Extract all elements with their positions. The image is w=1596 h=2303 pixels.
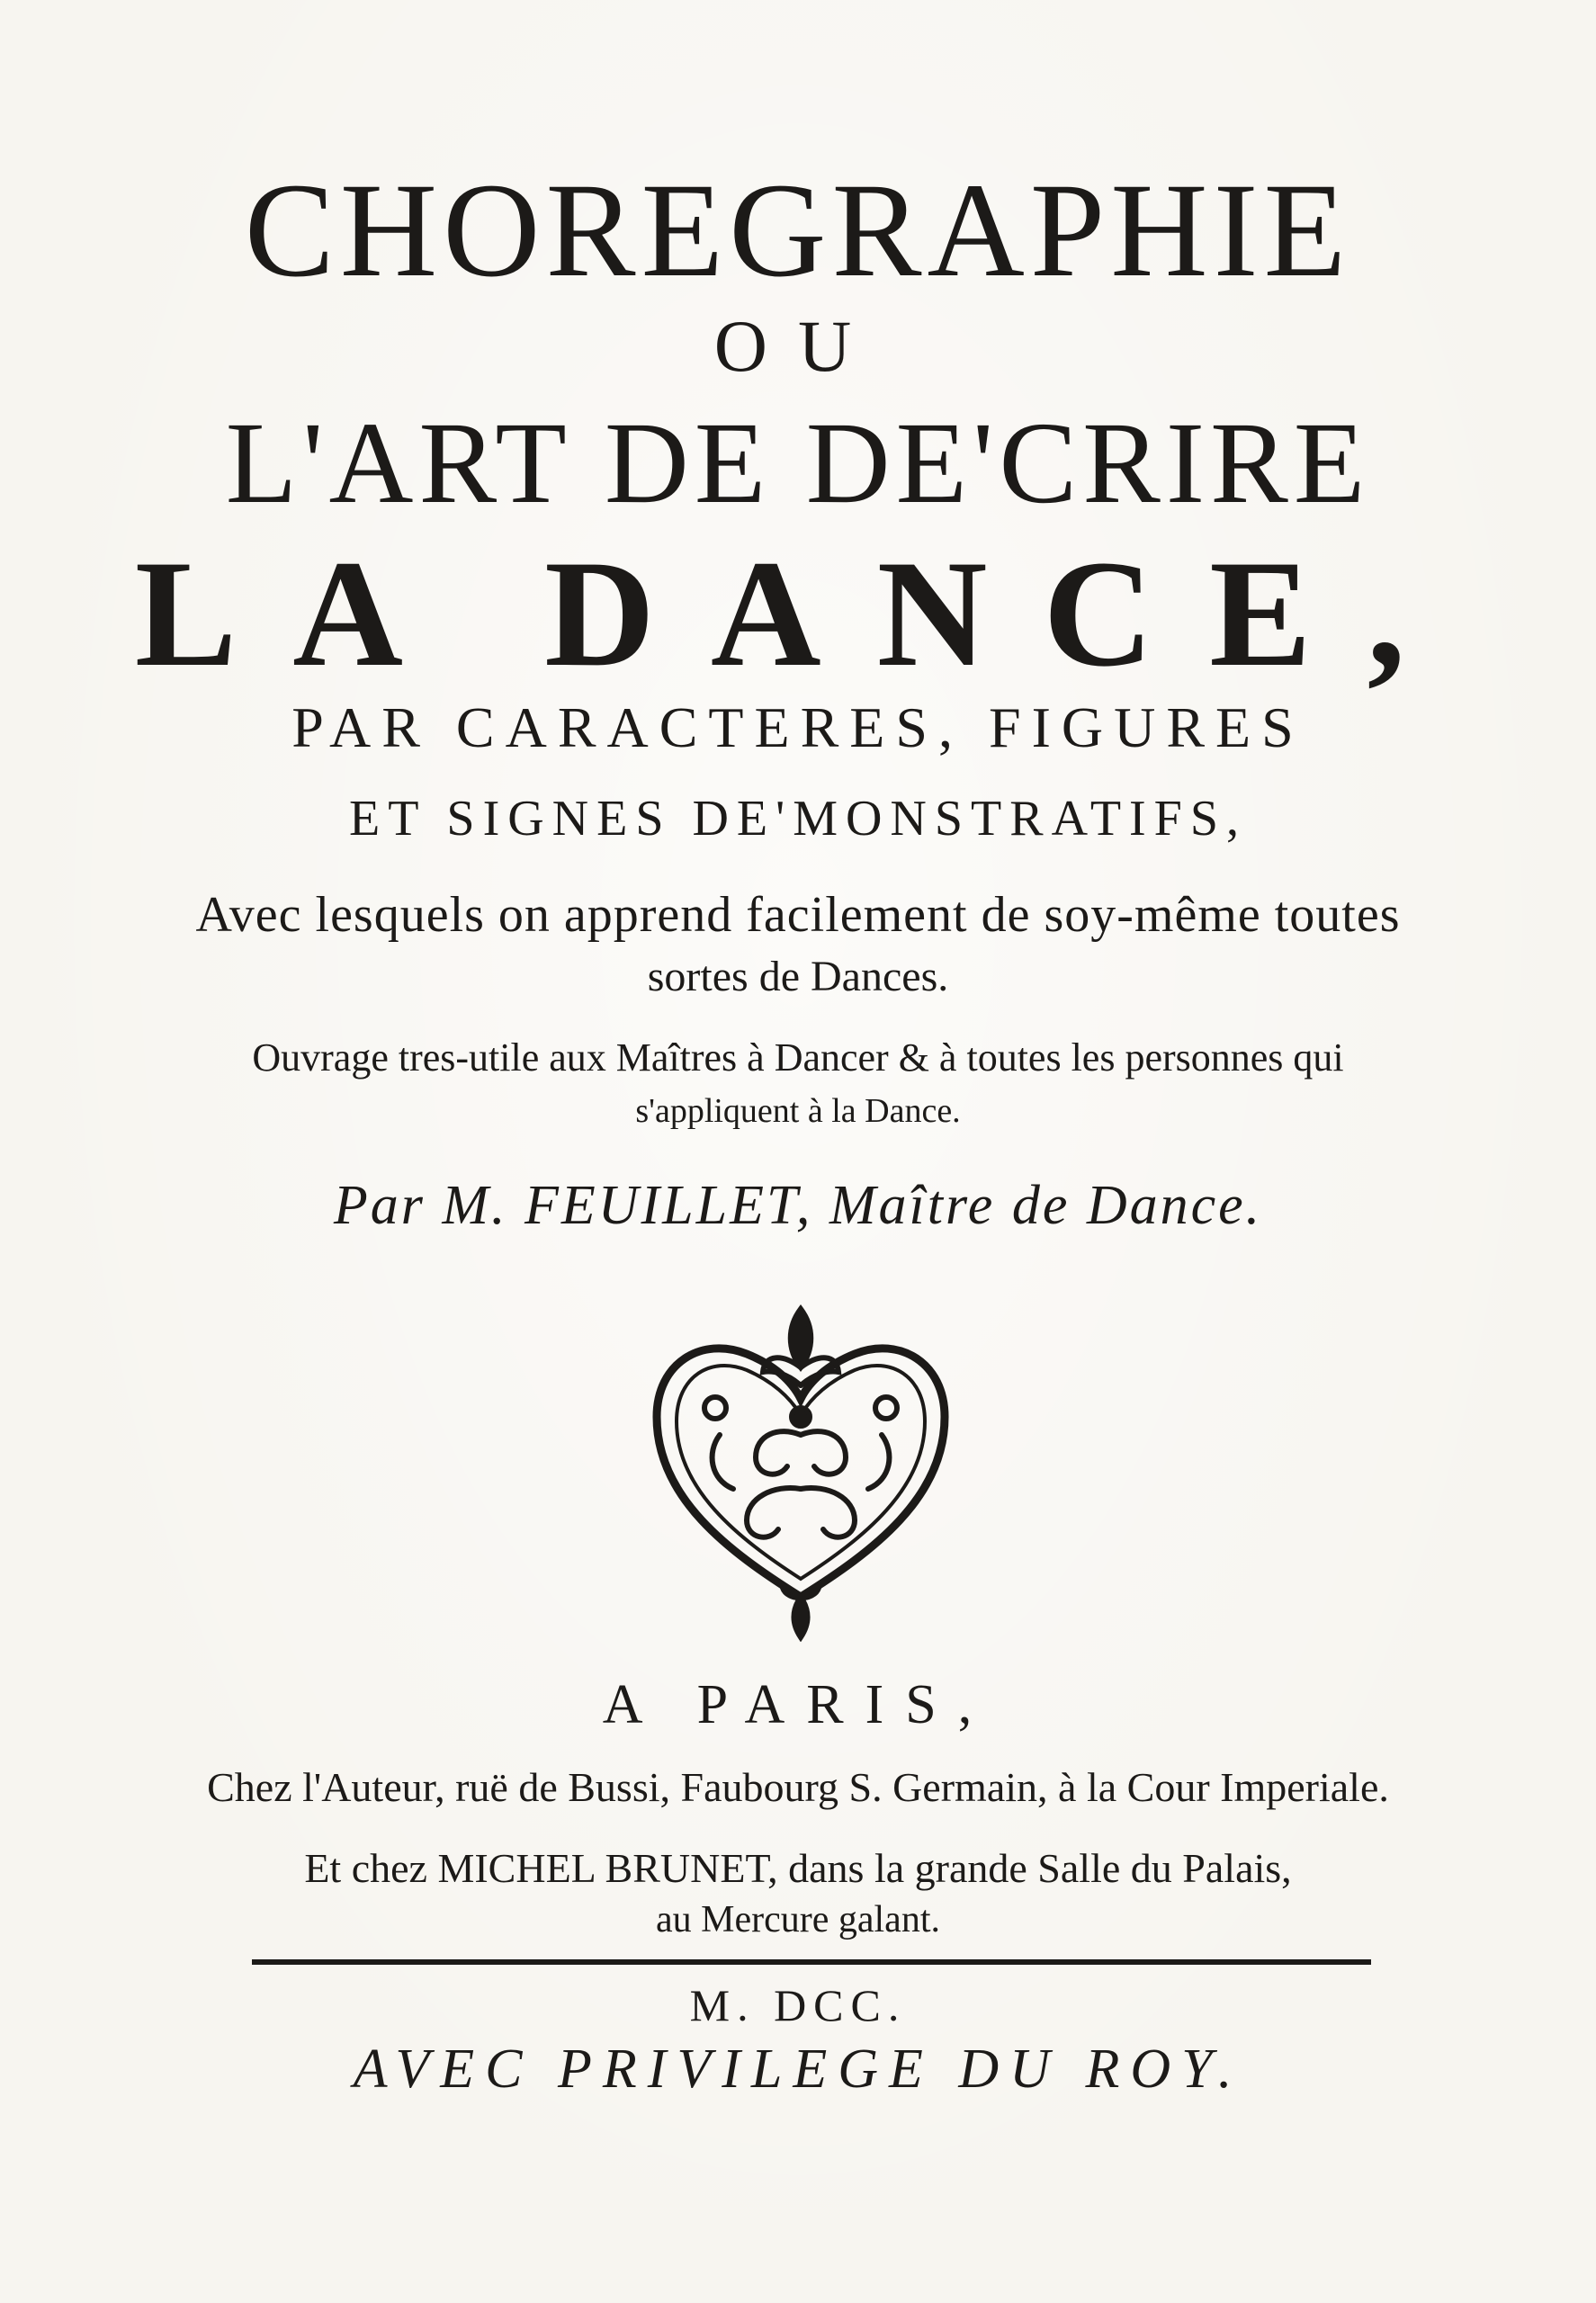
- subtitle-line: L'ART DE DE'CRIRE: [225, 399, 1371, 528]
- subtitle-emphasis: LA DANCE,: [134, 529, 1462, 698]
- purpose-line-1: Ouvrage tres-utile aux Maîtres à Dancer & à toutes les personnes qui: [252, 1035, 1344, 1080]
- divider-rule: [252, 1959, 1371, 1965]
- printers-ornament-icon: [621, 1300, 981, 1642]
- title-conjunction: OU: [713, 305, 883, 387]
- imprint-line-1: Chez l'Auteur, ruë de Bussi, Faubourg S. Germain, à la Cour Imperiale.: [207, 1764, 1389, 1810]
- main-title: CHOREGRAPHIE: [244, 156, 1352, 305]
- place-of-publication: A PARIS,: [602, 1674, 994, 1735]
- publication-year: M. DCC.: [689, 1980, 907, 2030]
- imprint-line-3: au Mercure galant.: [655, 1899, 940, 1940]
- description-line-4: sortes de Dances.: [647, 953, 949, 1000]
- description-line-3: Avec lesquels on apprend facilement de soy-même toutes: [195, 887, 1401, 943]
- imprint-line-2: Et chez MICHEL BRUNET, dans la grande Salle du Palais,: [304, 1845, 1292, 1891]
- description-line-2: ET SIGNES DE'MONSTRATIFS,: [349, 791, 1247, 847]
- privilege-line: AVEC PRIVILEGE DU ROY.: [353, 2039, 1243, 2100]
- author-line: Par M. FEUILLET, Maître de Dance.: [333, 1175, 1263, 1236]
- purpose-line-2: s'appliquent à la Dance.: [635, 1092, 961, 1130]
- description-line-1: PAR CARACTERES, FIGURES: [291, 695, 1305, 759]
